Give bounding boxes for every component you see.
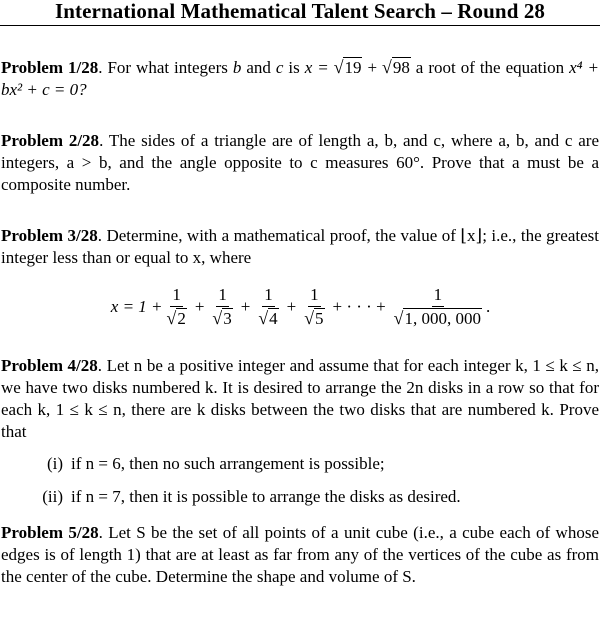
case-label: (i)	[46, 454, 63, 473]
radical-icon: √	[393, 308, 404, 328]
problem-3-text: . Determine, with a mathematical proof, the value of ⌊x⌋; i.e., the greatest integer less than or equal to x, where	[1, 226, 600, 267]
equation-period: .	[485, 297, 491, 316]
problem-2	[1, 130, 600, 196]
fraction-sqrt2: $\frac{1}{√2}$	[166, 285, 186, 328]
problem-5-label: Problem 5/28	[1, 523, 99, 542]
fraction-sqrt4: $\frac{1}{√4}$	[258, 285, 278, 328]
case-item	[1, 453, 600, 475]
problem-2-text: . The sides of a triangle are of length a, b, and c, where a, b, and c are integers, a > b, and the angle opposite to c measures 60°. Prove that a must be a composite number.	[1, 131, 599, 194]
problem-3-label: Problem 3/28	[1, 226, 98, 245]
case-text: if n = 6, then no such arrangement is possible;	[71, 454, 385, 473]
radical-icon: √	[382, 57, 392, 77]
problem-4-cases	[1, 453, 600, 508]
problem-1-text-b: and	[241, 58, 276, 77]
var-x-eq: x =	[304, 58, 334, 77]
fraction-sqrt3: $\frac{1}{√3}$	[212, 285, 232, 328]
radical-icon: √	[333, 57, 344, 77]
problem-1	[1, 56, 600, 101]
problem-1-text-c: is	[283, 58, 305, 77]
problem-3	[1, 225, 600, 269]
case-label: (ii)	[42, 487, 63, 506]
radical-icon: √	[304, 308, 314, 328]
equation-lhs: x = 1 +	[110, 297, 163, 316]
case-item	[1, 486, 600, 508]
problem-5	[1, 522, 600, 588]
case-text: if n = 7, then it is possible to arrange the disks as desired.	[71, 487, 461, 506]
display-equation: x = 1 + $\frac{1}{√2}$ + $\frac{1}{√3}$ + $\frac{1}{√4}$ + $\frac{1}{√5}$ + · · · + $\frac{1}{√1, 000, 000}$ .	[110, 285, 491, 328]
problem-4	[1, 355, 600, 443]
radical-icon: √	[212, 308, 223, 328]
radical-icon: √	[166, 308, 177, 328]
sqrt-98: √98	[382, 57, 410, 77]
var-c: c	[275, 58, 284, 77]
radical-icon: √	[258, 308, 269, 328]
polynomial-equation: x⁴ + bx² + c = 0?	[1, 58, 599, 99]
fraction-sqrt5: $\frac{1}{√5}$	[304, 285, 324, 328]
sqrt-19: √19	[333, 57, 362, 77]
root-expression: x = √19 + √98	[304, 57, 410, 77]
problem-1-text-d: a root of the equation	[410, 58, 570, 77]
problem-5-text: . Let S be the set of all points of a unit cube (i.e., a cube each of whose edges is of length 1) that are at least as far from any of the vertices of the cube as from the center of the cube. Determine the shape and volume of S.	[1, 523, 599, 586]
fraction-sqrt-last: $\frac{1}{√1, 000, 000}$	[393, 285, 481, 328]
var-b: b	[232, 58, 242, 77]
problem-1-text-a: . For what integers	[98, 58, 233, 77]
problem-4-text: . Let n be a positive integer and assume that for each integer k, 1 ≤ k ≤ n, we have two disks numbered k. It is desired to arrange the 2n disks in a row so that for each k, 1 ≤ k ≤ n, there are k disks between the two disks that are numbered k. Prove that	[1, 356, 600, 441]
problem-4-label: Problem 4/28	[1, 356, 98, 375]
ellipsis: + · · · +	[332, 297, 386, 316]
page-title: International Mathematical Talent Search – Round 28	[0, 0, 600, 26]
problem-list	[0, 56, 600, 588]
problem-1-label: Problem 1/28	[1, 58, 99, 77]
problem-2-label: Problem 2/28	[1, 131, 100, 150]
